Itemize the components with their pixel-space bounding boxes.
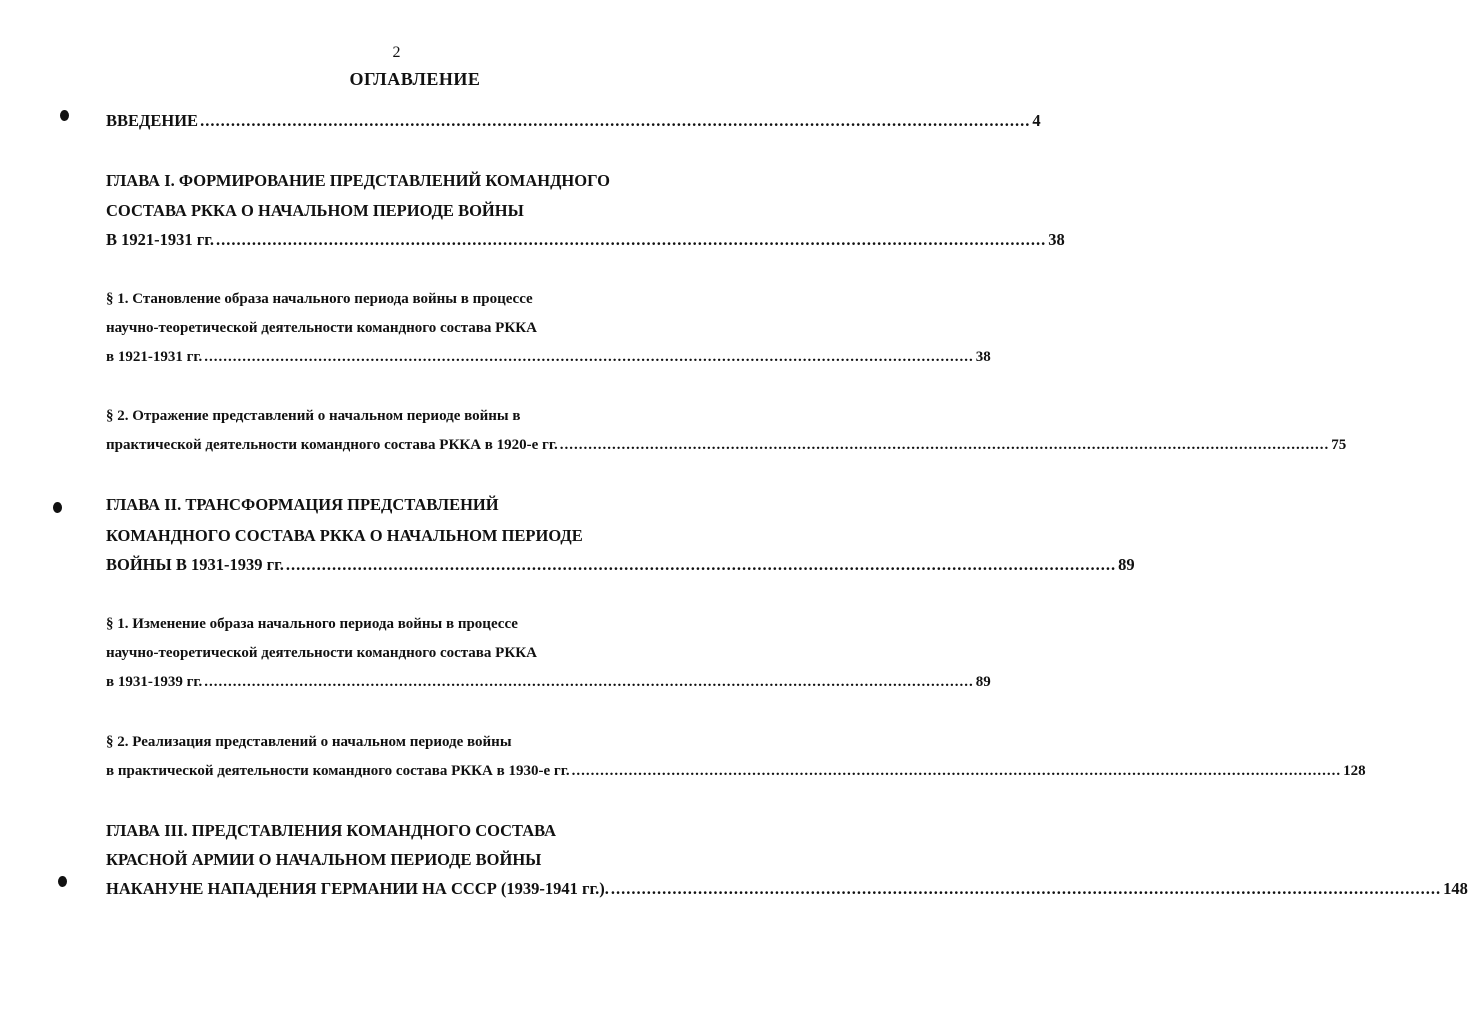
toc-section-2-2-line-2[interactable]: [106, 763, 1366, 780]
toc-section-1-1-line-1[interactable]: § 1. Становление образа начального периода войны в процессе: [106, 291, 533, 307]
toc-chapter-3-line-1[interactable]: ГЛАВА III. ПРЕДСТАВЛЕНИЯ КОМАНДНОГО СОСТАВА: [106, 821, 557, 840]
toc-chapter-1-line-2[interactable]: СОСТАВА РККА О НАЧАЛЬНОМ ПЕРИОДЕ ВОЙНЫ: [106, 201, 524, 220]
toc-chapter-3-line-3[interactable]: [106, 879, 1468, 899]
toc-entry-label: ВВЕДЕНИЕ: [106, 111, 199, 130]
toc-page-number: 38: [1048, 230, 1065, 249]
toc-page-number: 4: [1032, 111, 1041, 130]
toc-chapter-2-line-2[interactable]: КОМАНДНОГО СОСТАВА РККА О НАЧАЛЬНОМ ПЕРИОДЕ: [106, 526, 583, 545]
toc-section-1-1-line-2[interactable]: научно-теоретической деятельности командного состава РККА: [106, 320, 537, 336]
toc-page-number: 89: [1118, 555, 1135, 574]
toc-entry-label: в практической деятельности командного состава РККА в 1930-е гг.: [106, 763, 570, 779]
toc-section-2-1-line-2[interactable]: научно-теоретической деятельности командного состава РККА: [106, 645, 537, 661]
binding-hole-mark: [58, 876, 67, 887]
toc-entry-label: В 1921-1931 гг.: [106, 230, 214, 249]
leader-dots: ..................................................................................................................................................................: [571, 763, 1342, 779]
toc-page-number: 38: [975, 349, 991, 365]
toc-entry-label: НАКАНУНЕ НАПАДЕНИЯ ГЕРМАНИИ НА СССР (1939-1941 гг.).: [106, 879, 609, 898]
toc-chapter-1-line-1[interactable]: ГЛАВА I. ФОРМИРОВАНИЕ ПРЕДСТАВЛЕНИЙ КОМАНДНОГО: [106, 171, 611, 190]
toc-entry-label: в 1921-1931 гг.: [106, 349, 203, 365]
toc-section-1-1-line-3[interactable]: [106, 349, 991, 366]
leader-dots: ..................................................................................................................................................................: [216, 230, 1047, 249]
leader-dots: ..................................................................................................................................................................: [204, 349, 974, 365]
toc-title: ОГЛАВЛЕНИЕ: [349, 69, 481, 89]
toc-chapter-2-line-3[interactable]: [106, 555, 1135, 575]
leader-dots: ..................................................................................................................................................................: [204, 674, 974, 690]
toc-section-1-2-line-2[interactable]: [106, 437, 1347, 454]
toc-section-2-2-line-1[interactable]: § 2. Реализация представлений о начальном периоде войны: [106, 734, 512, 750]
leader-dots: ..................................................................................................................................................................: [285, 555, 1117, 574]
toc-entry-intro[interactable]: [106, 111, 1041, 131]
leader-dots: ..................................................................................................................................................................: [559, 437, 1330, 453]
toc-chapter-2-line-1[interactable]: ГЛАВА II. ТРАНСФОРМАЦИЯ ПРЕДСТАВЛЕНИЙ: [106, 495, 499, 514]
toc-section-2-1-line-1[interactable]: § 1. Изменение образа начального периода войны в процессе: [106, 616, 518, 632]
toc-page-number: 128: [1343, 763, 1366, 779]
toc-entry-label: практической деятельности командного состава РККА в 1920-е гг.: [106, 437, 558, 453]
toc-page-number: 148: [1443, 879, 1468, 898]
toc-chapter-3-line-2[interactable]: КРАСНОЙ АРМИИ О НАЧАЛЬНОМ ПЕРИОДЕ ВОЙНЫ: [106, 850, 542, 869]
leader-dots: ..................................................................................................................................................................: [610, 879, 1442, 898]
binding-hole-mark: [53, 502, 62, 513]
page-number: 2: [392, 44, 401, 61]
leader-dots: ..................................................................................................................................................................: [200, 111, 1031, 130]
toc-section-1-2-line-1[interactable]: § 2. Отражение представлений о начальном периоде войны в: [106, 408, 521, 424]
toc-entry-label: ВОЙНЫ В 1931-1939 гг.: [106, 555, 284, 574]
toc-section-2-1-line-3[interactable]: [106, 674, 991, 691]
toc-entry-label: в 1931-1939 гг.: [106, 674, 203, 690]
toc-page-number: 89: [975, 674, 991, 690]
binding-hole-mark: [60, 110, 69, 121]
toc-chapter-1-line-3[interactable]: [106, 230, 1065, 250]
toc-page-number: 75: [1331, 437, 1347, 453]
